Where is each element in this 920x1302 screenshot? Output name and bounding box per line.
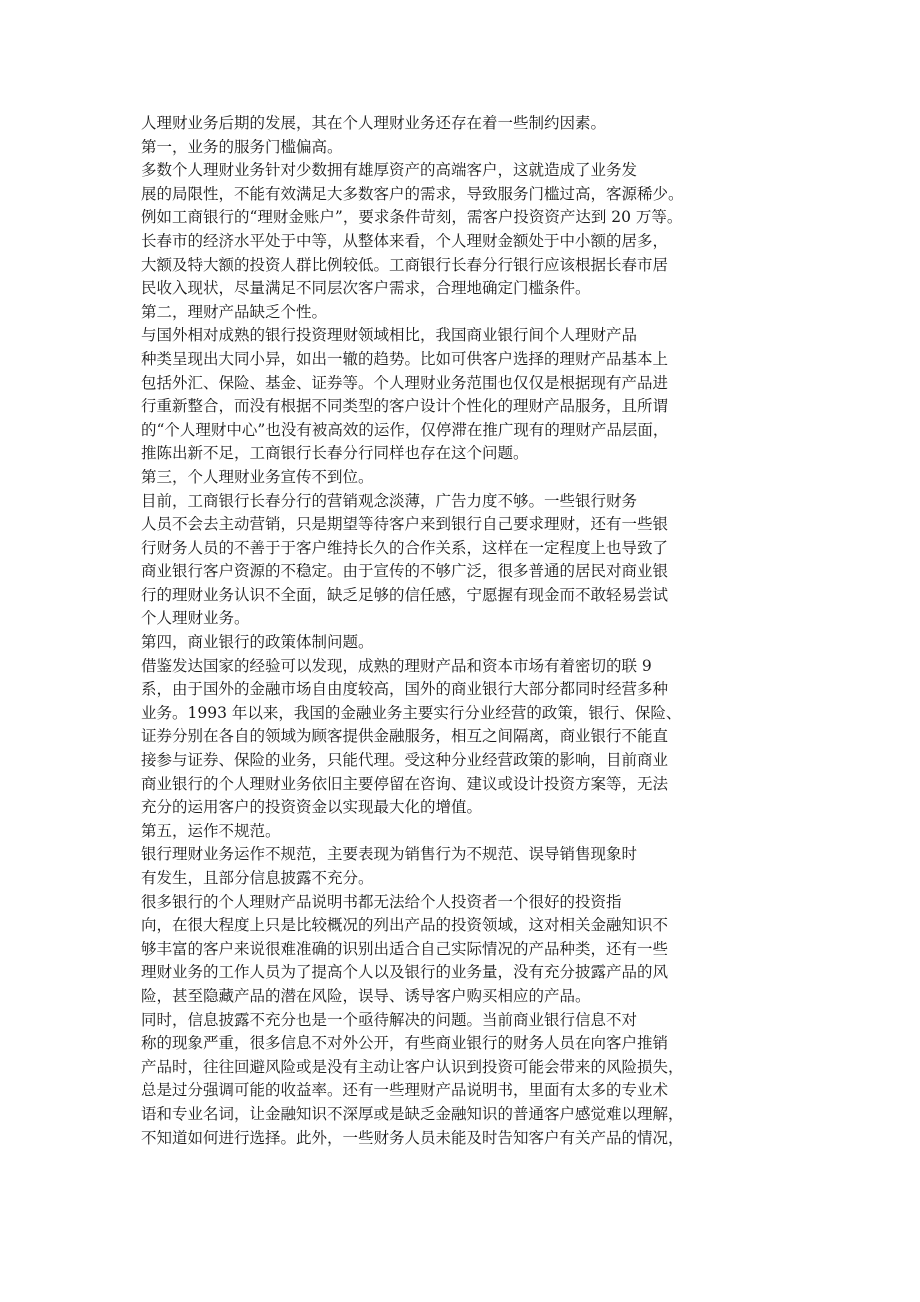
text-line: 的“个人理财中心”也没有被高效的运作，仅停滞在推广现有的理财产品层面，	[141, 420, 669, 439]
text-line: 第五，运作不规范。	[141, 821, 281, 840]
text-line: 推陈出新不足，工商银行长春分行同样也存在这个问题。	[141, 444, 529, 463]
text-line: 借鉴发达国家的经验可以发现，成熟的理财产品和资本市场有着密切的联 9	[141, 656, 652, 675]
text-line: 第三，个人理财业务宣传不到位。	[141, 467, 374, 486]
text-line: 银行理财业务运作不规范，主要表现为销售行为不规范、误导销售现象时	[141, 845, 638, 864]
text-line: 人理财业务后期的发展，其在个人理财业务还存在着一些制约因素。	[141, 114, 607, 132]
text-line: 很多银行的个人理财产品说明书都无法给个人投资者一个很好的投资指	[141, 892, 622, 911]
text-line: 证券分别在各自的领域为顾客提供金融服务，相互之间隔离，商业银行不能直	[141, 727, 669, 746]
text-line: 商业银行的个人理财业务依旧主要停留在咨询、建议或设计投资方案等，无法	[141, 774, 669, 793]
text-line: 民收入现状，尽量满足不同层次客户需求，合理地确定门槛条件。	[141, 279, 591, 298]
text-line: 称的现象严重，很多信息不对外公开，有些商业银行的财务人员在向客户推销	[141, 1034, 669, 1053]
text-line: 险，甚至隐藏产品的潜在风险，误导、诱导客户购买相应的产品。	[141, 986, 591, 1005]
text-line: 理财业务的工作人员为了提高个人以及银行的业务量，没有充分披露产品的风	[141, 963, 669, 982]
text-line: 例如工商银行的“理财金账户”，要求条件苛刻，需客户投资资产达到 20 万等。	[141, 208, 683, 227]
text-line: 语和专业名词，让金融知识不深厚或是缺乏金融知识的普通客户感觉难以理解，	[141, 1104, 684, 1123]
text-line: 展的局限性，不能有效满足大多数客户的需求，导致服务门槛过高，客源稀少。	[141, 184, 684, 203]
text-line: 个人理财业务。	[141, 609, 250, 628]
text-line: 向，在很大程度上只是比较概况的列出产品的投资领域，这对相关金融知识不	[141, 916, 669, 935]
text-line: 够丰富的客户来说很难准确的识别出适合自己实际情况的产品种类，还有一些	[141, 939, 669, 958]
text-line: 行财务人员的不善于于客户维持长久的合作关系，这样在一定程度上也导致了	[141, 538, 669, 557]
text-line: 行的理财业务认识不全面，缺乏足够的信任感，宁愿握有现金而不敢轻易尝试	[141, 585, 669, 604]
text-line: 第四，商业银行的政策体制问题。	[141, 633, 374, 652]
text-line: 第二，理财产品缺乏个性。	[141, 302, 328, 321]
text-line: 种类呈现出大同小异，如出一辙的趋势。比如可供客户选择的理财产品基本上	[141, 349, 669, 368]
text-line: 总是过分强调可能的收益率。还有一些理财产品说明书，里面有太多的专业术	[141, 1081, 669, 1100]
text-line: 同时，信息披露不充分也是一个亟待解决的问题。当前商业银行信息不对	[141, 1010, 638, 1029]
text-line: 包括外汇、保险、基金、证券等。个人理财业务范围也仅仅是根据现有产品进	[141, 373, 669, 392]
text-line: 大额及特大额的投资人群比例较低。工商银行长春分行银行应该根据长春市居	[141, 255, 669, 274]
text-line: 目前，工商银行长春分行的营销观念淡薄，广告力度不够。一些银行财务	[141, 491, 638, 510]
text-line: 业务。1993 年以来，我国的金融业务主要实行分业经营的政策，银行、保险、	[141, 703, 682, 722]
text-line: 产品时，往往回避风险或是没有主动让客户认识到投资可能会带来的风险损失，	[141, 1057, 684, 1076]
text-line: 多数个人理财业务针对少数拥有雄厚资产的高端客户，这就造成了业务发	[141, 161, 638, 180]
text-line: 第一，业务的服务门槛偏高。	[141, 137, 343, 156]
text-line: 不知道如何进行选择。此外，一些财务人员未能及时告知客户有关产品的情况，	[141, 1128, 684, 1147]
text-line: 与国外相对成熟的银行投资理财领域相比，我国商业银行间个人理财产品	[141, 326, 638, 345]
text-line: 充分的运用客户的投资资金以实现最大化的增值。	[141, 798, 483, 817]
text-line: 有发生，且部分信息披露不充分。	[141, 869, 374, 887]
text-line: 商业银行客户资源的不稳定。由于宣传的不够广泛，很多普通的居民对商业银	[141, 562, 669, 581]
text-line: 接参与证券、保险的业务，只能代理。受这种分业经营政策的影响，目前商业	[141, 751, 669, 770]
text-line: 系，由于国外的金融市场自由度较高，国外的商业银行大部分都同时经营多种	[141, 680, 669, 699]
document-body	[141, 112, 701, 1150]
text-line: 人员不会去主动营销，只是期望等待客户来到银行自己要求理财，还有一些银	[141, 515, 669, 534]
text-line: 长春市的经济水平处于中等，从整体来看，个人理财金额处于中小额的居多，	[141, 231, 669, 250]
text-line: 行重新整合，而没有根据不同类型的客户设计个性化的理财产品服务，且所谓	[141, 397, 669, 416]
